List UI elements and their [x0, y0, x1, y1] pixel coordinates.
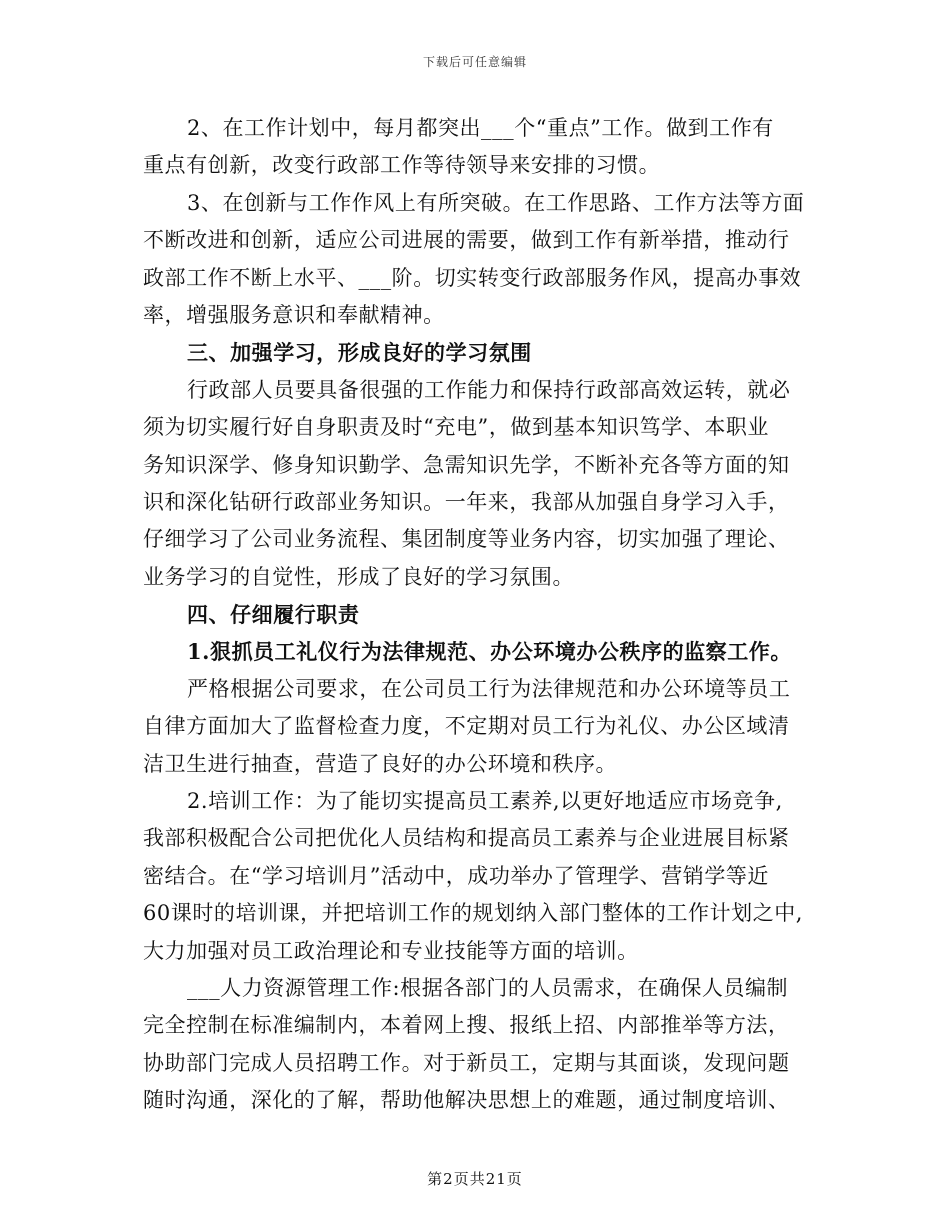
- text-line: 率，增强服务意识和奉献精神。: [143, 302, 445, 327]
- section-heading-line: 四、仔细履行职责: [187, 602, 360, 628]
- document-body: [143, 110, 808, 1120]
- text-line: 我部积极配合公司把优化人员结构和提高员工素养与企业进展目标紧: [143, 826, 790, 851]
- text-line: 60课时的培训课，并把培训工作的规划纳入部门整体的工作计划之中,: [143, 901, 803, 926]
- text-line: 2、在工作计划中，每月都突出___个“重点”工作。做到工作有: [187, 116, 774, 140]
- text-line: 洁卫生进行抽查，营造了良好的办公环境和秩序。: [143, 751, 618, 776]
- text-line: 仔细学习了公司业务流程、集团制度等业务内容，切实加强了理论、: [143, 527, 790, 552]
- text-line: ___人力资源管理工作:根据各部门的人员需求，在确保人员编制: [187, 975, 789, 1000]
- text-line: 须为切实履行好自身职责及时“充电”，做到基本知识笃学、本职业: [143, 415, 769, 440]
- text-line: 2.培训工作：为了能切实提高员工素养,以更好地适应市场竞争,: [187, 789, 783, 814]
- text-line: 行政部人员要具备很强的工作能力和保持行政部高效运转，就必: [187, 377, 791, 402]
- text-line: 识和深化钻研行政部业务知识。一年来，我部从加强自身学习入手，: [143, 489, 790, 514]
- page-number: 第2页共21页: [427, 1170, 523, 1188]
- text-line: 3、在创新与工作作风上有所突破。在工作思路、工作方法等方面: [187, 190, 805, 215]
- text-line: 不断改进和创新，适应公司进展的需要，做到工作有新举措，推动行: [143, 228, 790, 253]
- page-header: 下载后可任意编辑: [422, 55, 527, 69]
- text-line: 业务学习的自觉性，形成了良好的学习氛围。: [143, 564, 574, 589]
- text-line: 大力加强对员工政治理论和专业技能等方面的培训。: [143, 938, 639, 963]
- text-line: 重点有创新，改变行政部工作等待领导来安排的习惯。: [143, 153, 661, 178]
- text-line: 密结合。在“学习培训月”活动中，成功举办了管理学、营销学等近: [143, 863, 769, 888]
- text-line: 自律方面加大了监督检查力度，不定期对员工行为礼仪、办公区域清: [143, 714, 790, 739]
- section-heading-line: 三、加强学习，形成良好的学习氛围: [187, 340, 532, 366]
- text-line: 完全控制在标准编制内，本着网上搜、报纸上招、内部推举等方法，: [143, 1013, 790, 1038]
- text-line: 政部工作不断上水平、___阶。切实转变行政部服务作风，提高办事效: [143, 265, 802, 290]
- text-line: 严格根据公司要求，在公司员工行为法律规范和办公环境等员工: [187, 676, 791, 701]
- text-line: 随时沟通，深化的了解，帮助他解决思想上的难题，通过制度培训、: [143, 1088, 790, 1113]
- section-heading-line: 1.狠抓员工礼仪行为法律规范、办公环境办公秩序的监察工作。: [187, 639, 792, 665]
- text-line: 协助部门完成人员招聘工作。对于新员工，定期与其面谈，发现问题: [143, 1050, 790, 1075]
- text-line: 务知识深学、修身知识勤学、急需知识先学，不断补充各等方面的知: [143, 452, 790, 477]
